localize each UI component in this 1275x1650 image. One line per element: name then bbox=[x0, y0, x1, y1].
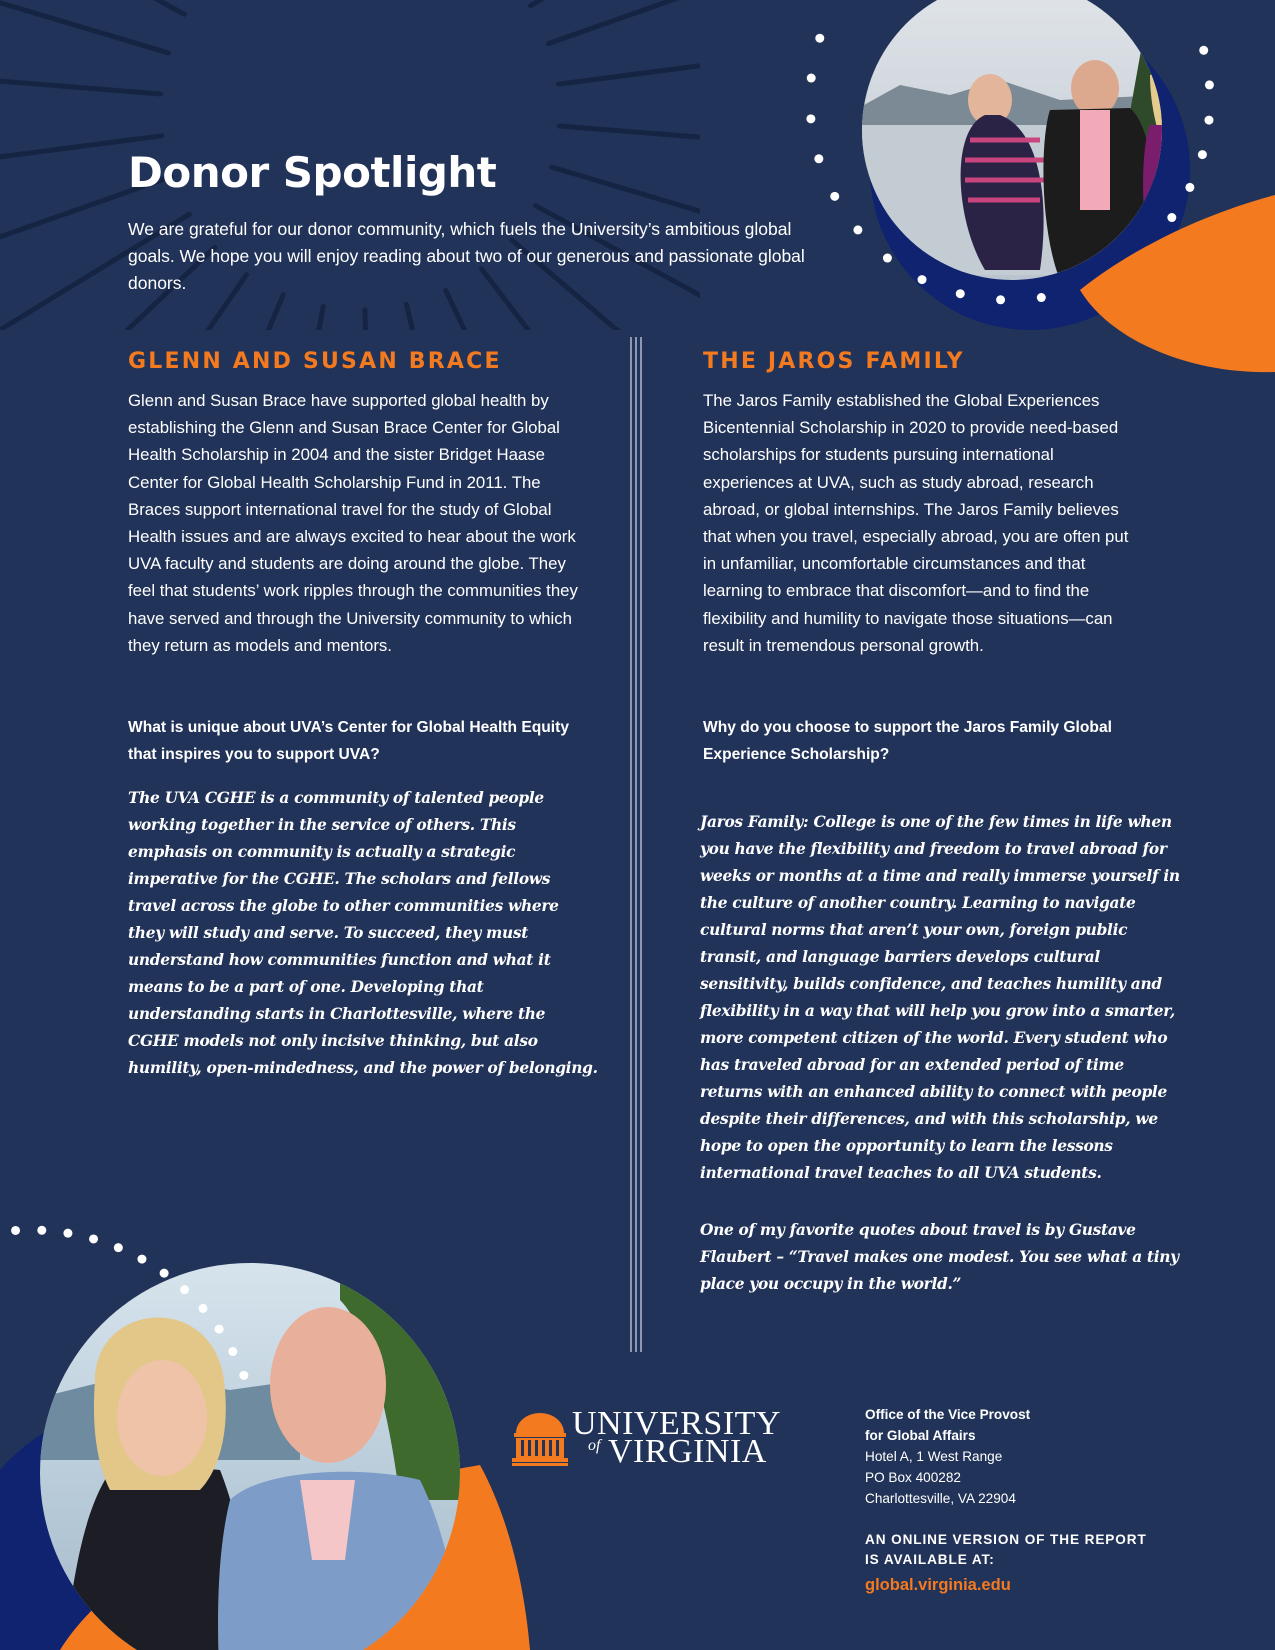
decorative-dot bbox=[89, 1234, 98, 1243]
decorative-dot bbox=[814, 154, 823, 163]
office-name-line2: for Global Affairs bbox=[865, 1428, 976, 1443]
decorative-dot bbox=[198, 1304, 207, 1313]
online-note-line1: AN ONLINE VERSION OF THE REPORT bbox=[865, 1532, 1147, 1547]
decorative-dot bbox=[918, 275, 927, 284]
decorative-dot bbox=[11, 1226, 20, 1235]
decorative-dot bbox=[1205, 80, 1214, 89]
address-line3: Charlottesville, VA 22904 bbox=[865, 1491, 1016, 1506]
decorative-dot bbox=[830, 192, 839, 201]
logo-university-text: UNIVERSITY bbox=[572, 1405, 781, 1442]
office-name-line1: Office of the Vice Provost bbox=[865, 1407, 1031, 1422]
decorative-dot bbox=[996, 295, 1005, 304]
brace-answer: The UVA CGHE is a community of talented people working together in the service of others. This emphasis on community is actually a strategic imperative for the CGHE. The scholars and fellows travel across the globe to other communities where they will study and serve. To succeed, they must understand how communities function and what it means to be a part of one. Developing that understanding starts in Charlottesville, where the CGHE models not only incisive thinking, but also humility, open-mindedness, and the power of belonging. bbox=[128, 789, 598, 1077]
decorative-dot bbox=[1167, 213, 1176, 222]
decorative-dot bbox=[160, 1269, 169, 1278]
decorative-dot bbox=[37, 1226, 46, 1235]
decorative-dot bbox=[1198, 150, 1207, 159]
brace-couple-photo bbox=[30, 1250, 470, 1650]
decorative-dot bbox=[63, 1229, 72, 1238]
report-url-link[interactable]: global.virginia.edu bbox=[865, 1576, 1011, 1594]
decorative-dot bbox=[853, 225, 862, 234]
decorative-dot bbox=[807, 74, 816, 83]
decorative-dot bbox=[180, 1285, 189, 1294]
uva-logo bbox=[512, 1403, 781, 1475]
address-line2: PO Box 400282 bbox=[865, 1470, 961, 1485]
brace-body: Glenn and Susan Brace have supported global health by establishing the Glenn and Susan Brace Center for Global Health Scholarship in 2004 and the sister Bridget Haase Center for Global Health Scholarship Fund in 2011. The Braces support international travel for the study of Global Health issues and are always excited to hear about the work UVA faculty and students are doing around the globe. They feel that students’ work ripples through the communities they have served and through the University community to which they return as models and mentors. bbox=[128, 391, 578, 655]
decorative-dot bbox=[239, 1371, 248, 1380]
jaros-answer: Jaros Family: College is one of the few times in life when you have the flexibility and freedom to travel abroad for weeks or months at a time and really immerse yourself in the culture of another country. Learning to navigate cultural norms that aren’t your own, foreign public transit, and language barriers develops cultural sensitivity, builds confidence, and teaches humility and flexibility in a way that will help you grow into a smarter, more competent citizen of the world. Every student who has traveled abroad for an extended period of time returns with an enhanced ability to connect with people despite their differences, and with this scholarship, we hope to open the opportunity to learn the lessons international travel teaches to all UVA students. bbox=[700, 813, 1180, 1182]
decorative-dot bbox=[114, 1243, 123, 1252]
column-divider bbox=[628, 337, 644, 1352]
rotunda-icon bbox=[512, 1411, 568, 1467]
jaros-question: Why do you choose to support the Jaros Family Global Experience Scholarship? bbox=[703, 719, 1112, 763]
jaros-body: The Jaros Family established the Global Experiences Bicentennial Scholarship in 2020 to provide need-based scholarships for students pursuing international experiences at UVA, such as study abroad, research abroad, or global internships. The Jaros Family believes that when you travel, especially abroad, you are often put in unfamiliar, uncomfortable circumstances and that learning to embrace that discomfort—and to find the flexibility and humility to navigate those situations—can result in tremendous personal growth. bbox=[703, 391, 1129, 655]
decorative-dot bbox=[1037, 293, 1046, 302]
decorative-dot bbox=[883, 254, 892, 263]
online-note-line2: IS AVAILABLE AT: bbox=[865, 1552, 995, 1567]
online-version-note bbox=[865, 1530, 1165, 1570]
address-line1: Hotel A, 1 West Range bbox=[865, 1449, 1003, 1464]
brace-question: What is unique about UVA’s Center for Global Health Equity that inspires you to support UVA? bbox=[128, 719, 569, 763]
flaubert-quote: One of my favorite quotes about travel is by Gustave Flaubert – “Travel makes one modest. You see what a tiny place you occupy in the world.” bbox=[700, 1221, 1179, 1293]
page-title: Donor Spotlight bbox=[128, 148, 497, 197]
decorative-dot bbox=[137, 1255, 146, 1264]
logo-of-text: of bbox=[588, 1437, 601, 1454]
decorative-dot bbox=[1185, 183, 1194, 192]
decorative-dot bbox=[806, 114, 815, 123]
logo-virginia-text: VIRGINIA bbox=[608, 1433, 767, 1470]
decorative-dot bbox=[228, 1347, 237, 1356]
office-address bbox=[865, 1404, 1165, 1509]
intro-paragraph: We are grateful for our donor community, which fuels the University’s ambitious global goals. We hope you will enjoy reading about two of our generous and passionate global donors. bbox=[128, 219, 805, 293]
decorative-dot bbox=[815, 34, 824, 43]
decorative-dot bbox=[215, 1325, 224, 1334]
decorative-dot bbox=[956, 289, 965, 298]
jaros-heading: THE JAROS FAMILY bbox=[703, 349, 965, 374]
decorative-dot bbox=[1204, 116, 1213, 125]
decorative-dot bbox=[1199, 46, 1208, 55]
brace-heading: GLENN AND SUSAN BRACE bbox=[128, 349, 502, 374]
